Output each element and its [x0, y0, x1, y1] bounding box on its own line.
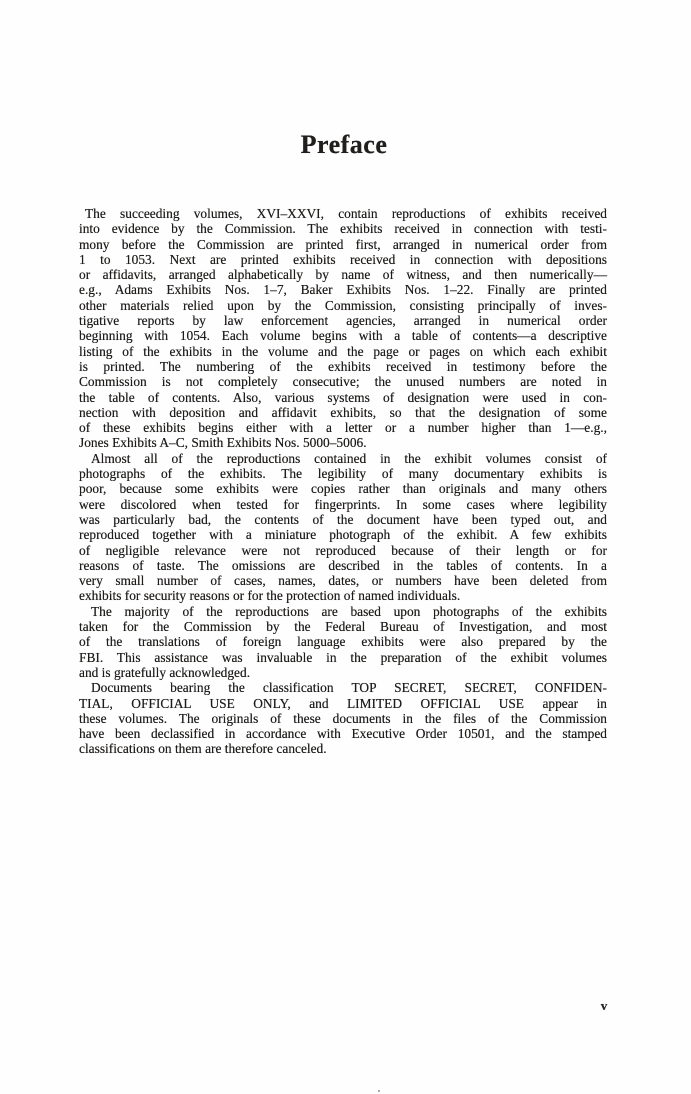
text-line: FBI. This assistance was invaluable in the preparation of the exhibit volumes	[79, 649, 607, 665]
text-line: listing of the exhibits in the volume and the page or pages on which each exhibit	[79, 343, 607, 359]
text-line: very small number of cases, names, dates, or numbers have been deleted from	[79, 573, 607, 589]
text-line: classifications on them are therefore canceled.	[79, 741, 327, 757]
text-line: nection with deposition and affidavit exhibits, so that the designation of some	[79, 404, 607, 420]
paragraph	[79, 451, 607, 604]
paragraph	[79, 680, 607, 756]
paragraph	[79, 206, 607, 451]
text-line: TIAL, OFFICIAL USE ONLY, and LIMITED OFFICIAL USE appear in	[79, 695, 607, 711]
scan-speck	[378, 1090, 380, 1092]
text-line: taken for the Commission by the Federal Bureau of Investigation, and most	[79, 619, 607, 635]
text-line: Almost all of the reproductions contained in the exhibit volumes consist of	[91, 450, 607, 466]
text-line: The majority of the reproductions are based upon photographs of the exhibits	[91, 603, 607, 619]
text-line: is printed. The numbering of the exhibits received in testimony before the	[79, 358, 607, 374]
text-line: e.g., Adams Exhibits Nos. 1–7, Baker Exhibits Nos. 1–22. Finally are printed	[79, 282, 607, 298]
text-line: of negligible relevance were not reproduced because of their length or for	[79, 542, 607, 558]
text-line: Commission is not completely consecutive; the unused numbers are noted in	[79, 374, 607, 390]
text-line: of these exhibits begins either with a letter or a number higher than 1—e.g.,	[79, 420, 607, 436]
text-line: and is gratefully acknowledged.	[79, 664, 251, 680]
text-line: or affidavits, arranged alphabetically by name of witness, and then numerically—	[79, 267, 607, 283]
text-line: reproduced together with a miniature photograph of the exhibit. A few exhibits	[79, 527, 607, 543]
text-line: of the translations of foreign language exhibits were also prepared by the	[79, 634, 607, 650]
text-line: The succeeding volumes, XVI–XXVI, contain reproductions of exhibits received	[85, 206, 607, 221]
text-line: into evidence by the Commission. The exhibits received in connection with testi-	[79, 221, 607, 237]
text-line: the table of contents. Also, various systems of designation were used in con-	[79, 389, 607, 405]
page-number: v	[600, 998, 608, 1013]
text-line: have been declassified in accordance with Executive Order 10501, and the stamped	[79, 726, 607, 742]
text-line: poor, because some exhibits were copies rather than originals and many others	[79, 481, 607, 497]
text-line: other materials relied upon by the Commission, consisting principally of inves-	[79, 297, 607, 313]
text-line: was particularly bad, the contents of the document have been typed out, and	[79, 511, 607, 527]
text-line: tigative reports by law enforcement agencies, arranged in numerical order	[79, 313, 607, 329]
preface-body	[79, 206, 607, 757]
text-line: 1 to 1053. Next are printed exhibits received in connection with depositions	[79, 251, 607, 267]
page-title: Preface	[300, 130, 388, 159]
text-line: were discolored when tested for fingerprints. In some cases where legibility	[79, 496, 607, 512]
text-line: Documents bearing the classification TOP SECRET, SECRET, CONFIDEN-	[91, 680, 607, 696]
text-line: Jones Exhibits A–C, Smith Exhibits Nos. 5000–5006.	[79, 435, 367, 451]
paragraph	[79, 604, 607, 680]
text-line: photographs of the exhibits. The legibility of many documentary exhibits is	[79, 466, 607, 482]
text-line: reasons of taste. The omissions are described in the tables of contents. In a	[79, 557, 607, 573]
text-line: these volumes. The originals of these documents in the files of the Commission	[79, 710, 607, 726]
text-line: exhibits for security reasons or for the protection of named individuals.	[79, 588, 461, 604]
text-line: mony before the Commission are printed first, arranged in numerical order from	[79, 236, 607, 252]
text-line: beginning with 1054. Each volume begins with a table of contents—a descriptive	[79, 328, 607, 344]
